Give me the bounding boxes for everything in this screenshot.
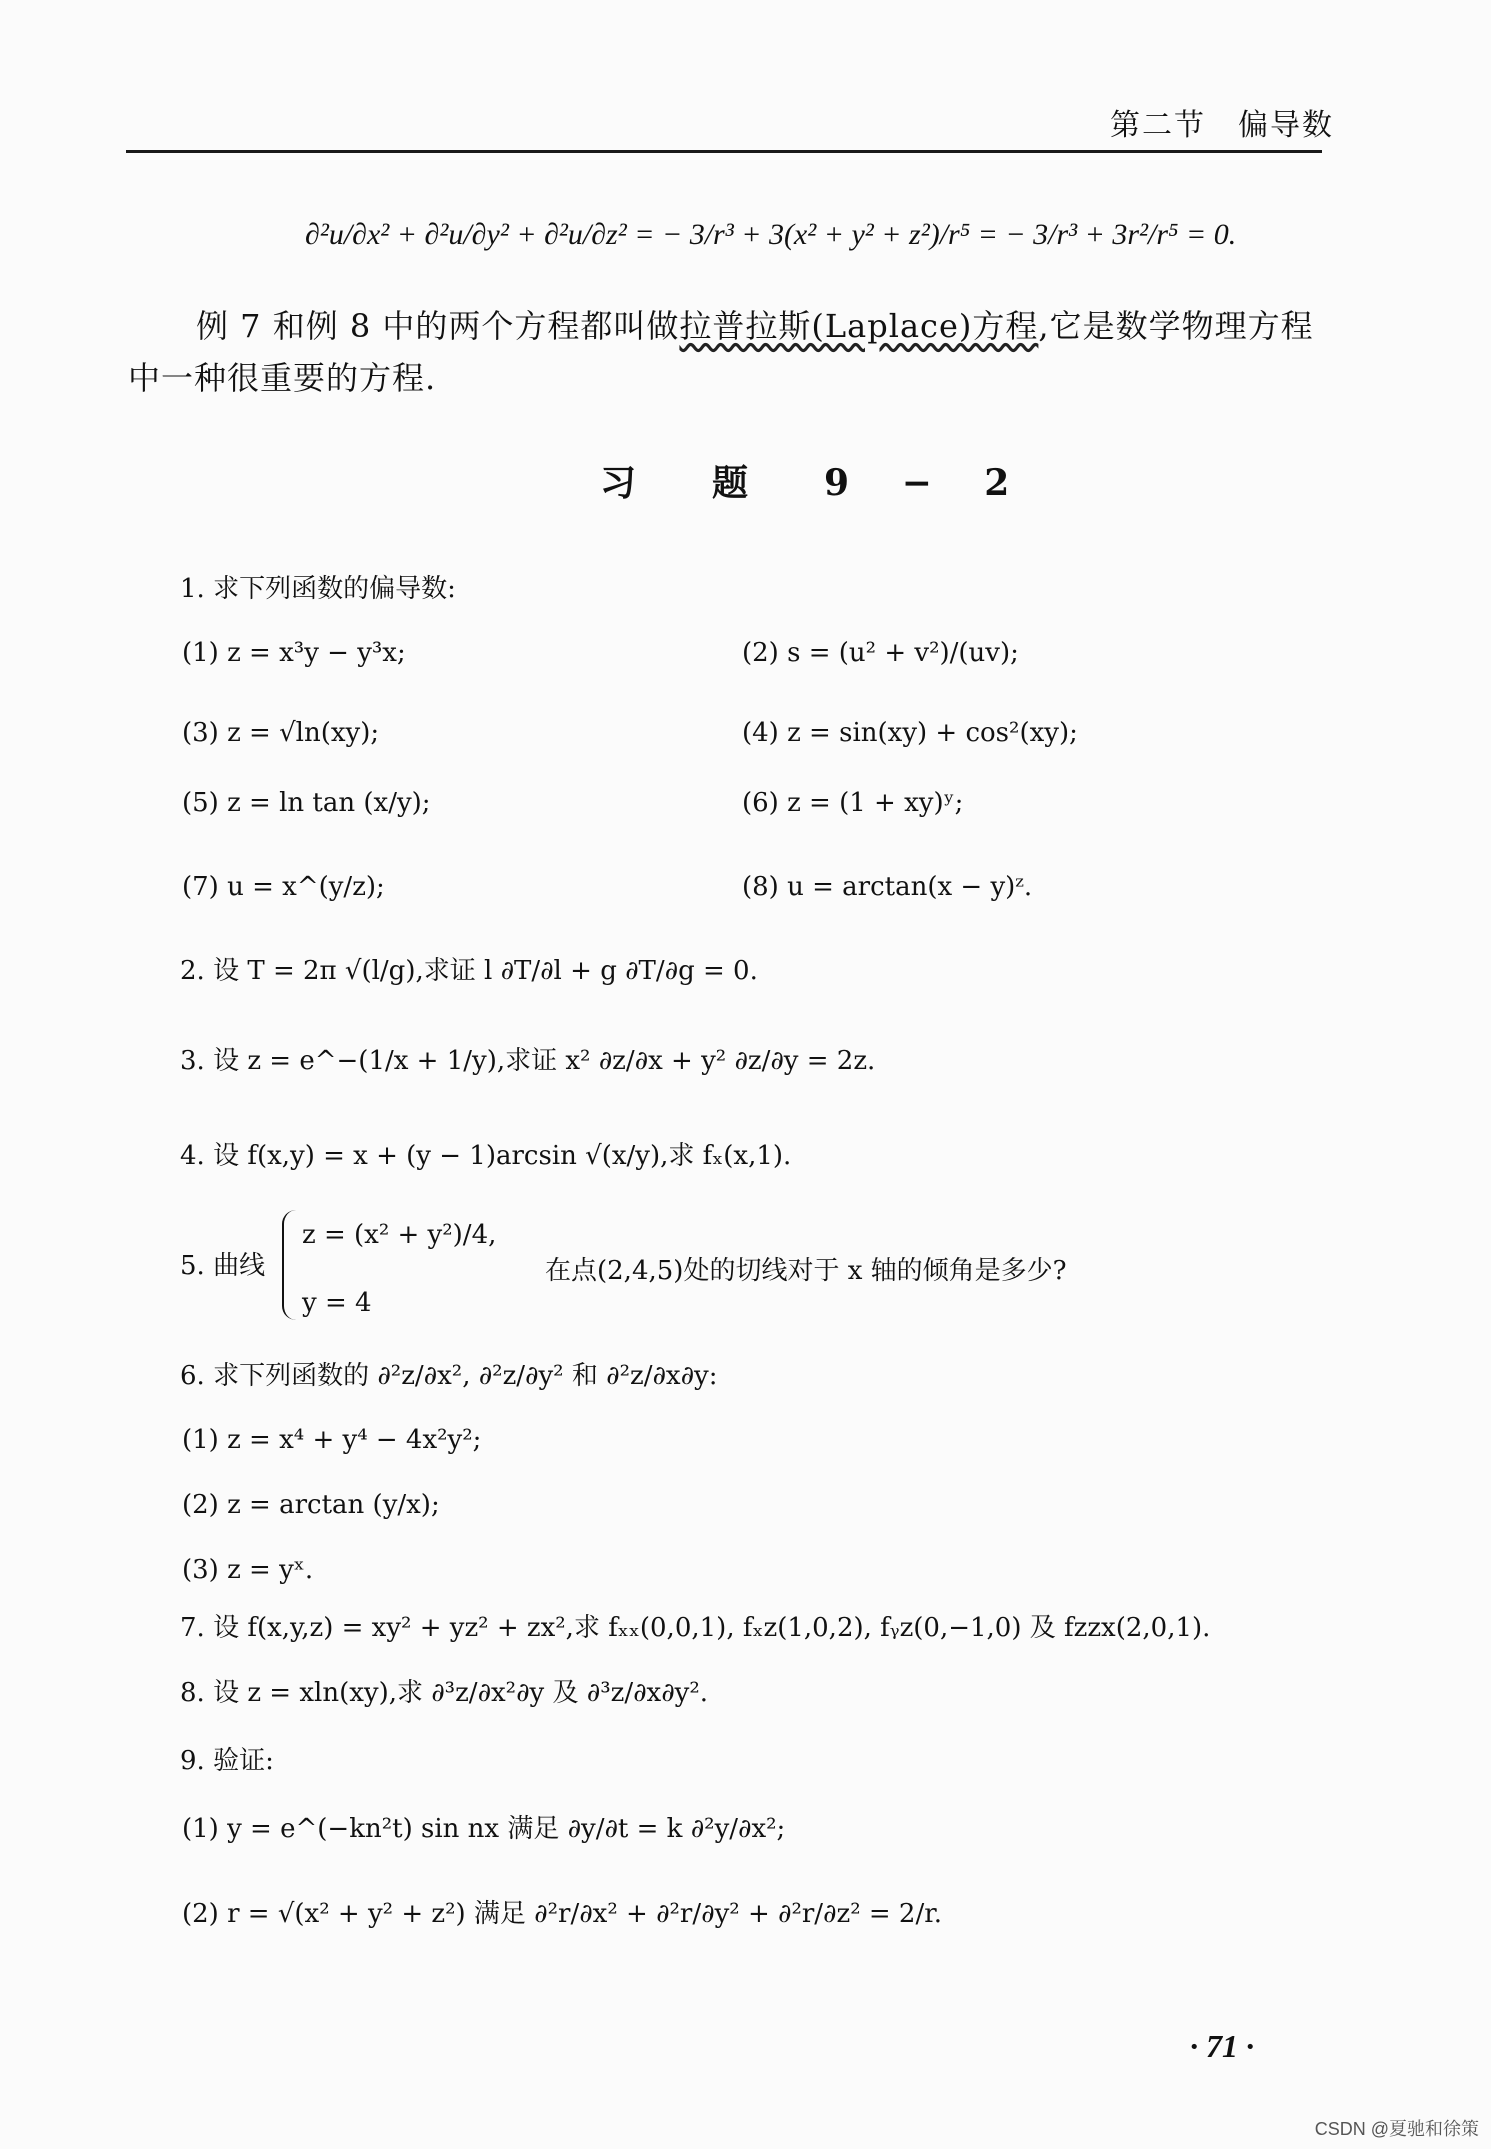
problem-1-7: (7) u = x^(y/z); [182, 872, 385, 902]
problem-6-1: (1) z = x⁴ + y⁴ − 4x²y²; [182, 1425, 482, 1455]
problem-1-6: (6) z = (1 + xy)ʸ; [742, 788, 964, 818]
page-number: · 71 · [1190, 2028, 1254, 2064]
problem-5-brace [282, 1210, 302, 1320]
problem-2: 2. 设 T = 2π √(l/g),求证 l ∂T/∂l + g ∂T/∂g = 0. [180, 956, 758, 986]
problem-6-3: (3) z = yˣ. [182, 1555, 314, 1585]
problem-3: 3. 设 z = e^−(1/x + 1/y),求证 x² ∂z/∂x + y² ∂z/∂y = 2z. [180, 1046, 876, 1076]
paragraph-text-2: ,它是数学物理方程中一种很重要的方程. [128, 307, 1314, 397]
exercise-title: 习 题 9 − 2 [600, 462, 1030, 504]
paragraph-text-1: 例 7 和例 8 中的两个方程都叫做 [196, 307, 680, 345]
problem-9: 9. 验证: [180, 1746, 274, 1776]
laplace-equation: ∂²u/∂x² + ∂²u/∂y² + ∂²u/∂z² = − 3/r³ + 3(x² + y² + z²)/r⁵ = − 3/r³ + 3r²/r⁵ = 0. [305, 218, 1237, 251]
laplace-paragraph [128, 300, 1324, 404]
problem-4: 4. 设 f(x,y) = x + (y − 1)arcsin √(x/y),求 fₓ(x,1). [180, 1141, 792, 1171]
problem-1-4: (4) z = sin(xy) + cos²(xy); [742, 718, 1078, 748]
problem-9-1: (1) y = e^(−kn²t) sin nx 满足 ∂y/∂t = k ∂²y/∂x²; [182, 1814, 786, 1844]
problem-5-eq2: y = 4 [302, 1288, 372, 1318]
problem-6: 6. 求下列函数的 ∂²z/∂x², ∂²z/∂y² 和 ∂²z/∂x∂y: [180, 1361, 718, 1391]
problem-8: 8. 设 z = xln(xy),求 ∂³z/∂x²∂y 及 ∂³z/∂x∂y². [180, 1678, 709, 1708]
running-header: 第二节 偏导数 [1110, 108, 1334, 143]
problem-5-text: 在点(2,4,5)处的切线对于 x 轴的倾角是多少? [545, 1256, 1067, 1286]
problem-1: 1. 求下列函数的偏导数: [180, 574, 456, 604]
problem-1-3: (3) z = √ln(xy); [182, 718, 380, 748]
problem-5-label: 5. 曲线 [180, 1251, 266, 1281]
problem-5-eq1: z = (x² + y²)/4, [302, 1220, 497, 1250]
problem-9-2: (2) r = √(x² + y² + z²) 满足 ∂²r/∂x² + ∂²r/∂y² + ∂²r/∂z² = 2/r. [182, 1899, 943, 1929]
problem-6-2: (2) z = arctan (y/x); [182, 1490, 440, 1520]
paragraph-underlined-term: 拉普拉斯(Laplace)方程 [679, 307, 1039, 345]
problem-7: 7. 设 f(x,y,z) = xy² + yz² + zx²,求 fₓₓ(0,0,1), fₓz(1,0,2), fᵧz(0,−1,0) 及 fzzx(2,0,1). [180, 1613, 1211, 1643]
problem-1-2: (2) s = (u² + v²)/(uv); [742, 638, 1019, 668]
header-rule [126, 150, 1322, 153]
watermark: CSDN @夏驰和徐策 [1314, 2119, 1479, 2139]
problem-1-1: (1) z = x³y − y³x; [182, 638, 406, 668]
problem-1-5: (5) z = ln tan (x/y); [182, 788, 431, 818]
problem-1-8: (8) u = arctan(x − y)ᶻ. [742, 872, 1033, 902]
